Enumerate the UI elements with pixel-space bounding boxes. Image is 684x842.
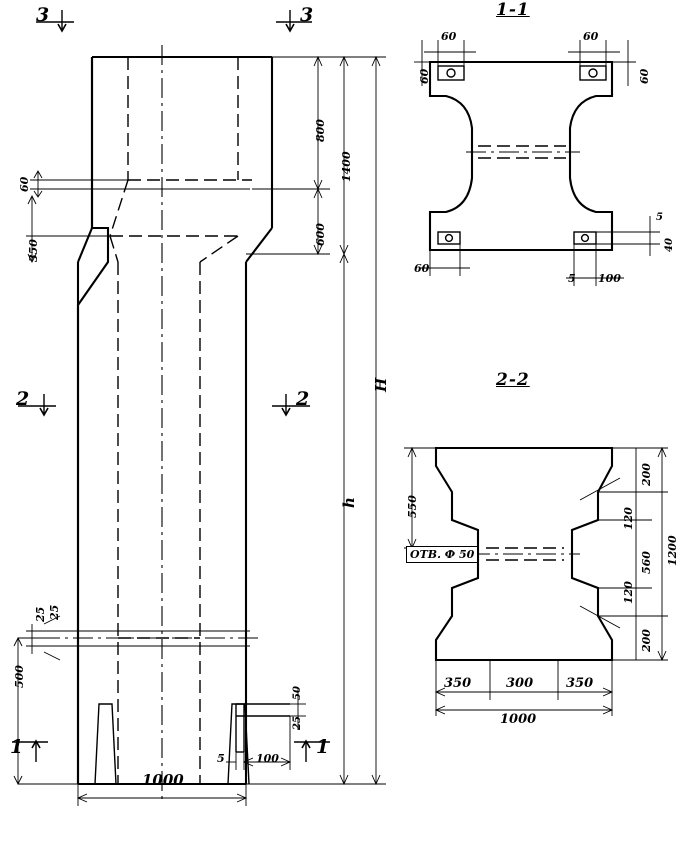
section-mark-1-left: 1	[10, 736, 24, 758]
dim-elev-plate-25: 25	[292, 716, 303, 730]
dim-s22-1200: 1200	[666, 535, 679, 566]
dim-elev-1400: 1400	[340, 151, 353, 182]
section-title-2-2: 2-2	[496, 370, 530, 390]
dim-s22-560: 560	[640, 551, 653, 574]
hole-note-label: ОТВ. Ф 50	[406, 546, 478, 563]
dim-s11-bottom-5: 5	[568, 272, 576, 285]
dim-elev-800: 800	[314, 119, 327, 142]
section-title-1-1: 1-1	[496, 0, 530, 20]
dim-s22-350-right: 350	[566, 676, 594, 691]
dim-s11-right-60: 60	[638, 68, 651, 84]
dim-s22-200-bot: 200	[640, 629, 653, 652]
dim-elev-h: h	[340, 497, 358, 508]
dim-s22-200-top: 200	[640, 463, 653, 486]
dim-s22-120-bot: 120	[622, 581, 635, 604]
dim-s22-120-top: 120	[622, 507, 635, 530]
dim-elev-H: H	[372, 377, 390, 392]
dim-s11-bottom-60: 60	[414, 262, 430, 275]
dim-elev-25-a: 25	[34, 606, 47, 622]
dim-elev-1000: 1000	[142, 771, 184, 789]
dim-s11-top-60-a: 60	[441, 30, 457, 43]
dim-s22-300: 300	[506, 676, 534, 691]
dim-s11-left-60: 60	[418, 68, 431, 84]
dim-elev-500: 500	[13, 665, 26, 688]
dim-s11-right-5: 5	[656, 212, 663, 223]
section-mark-2-right: 2	[296, 388, 310, 410]
section-mark-1-right: 1	[316, 736, 330, 758]
dim-s11-bottom-100: 100	[598, 272, 621, 285]
section-mark-3-right: 3	[300, 4, 314, 26]
dim-elev-5: 5	[217, 752, 225, 765]
section-1-1-graphics	[414, 40, 660, 286]
dim-elev-plate-50: 50	[292, 686, 303, 700]
dim-elev-350: 350	[27, 239, 40, 262]
dim-s22-1000: 1000	[500, 712, 537, 727]
section-mark-3-left: 3	[36, 4, 50, 26]
section-mark-2-left: 2	[16, 388, 30, 410]
dim-elev-600: 600	[314, 223, 327, 246]
dim-s11-top-60-b: 60	[583, 30, 599, 43]
dim-s11-right-40: 40	[664, 238, 675, 252]
dim-elev-100: 100	[256, 752, 279, 765]
dim-elev-60: 60	[18, 176, 31, 192]
dim-elev-25-b: 25	[48, 604, 61, 620]
dim-s22-550: 550	[406, 495, 419, 518]
dim-s22-350-left: 350	[444, 676, 472, 691]
